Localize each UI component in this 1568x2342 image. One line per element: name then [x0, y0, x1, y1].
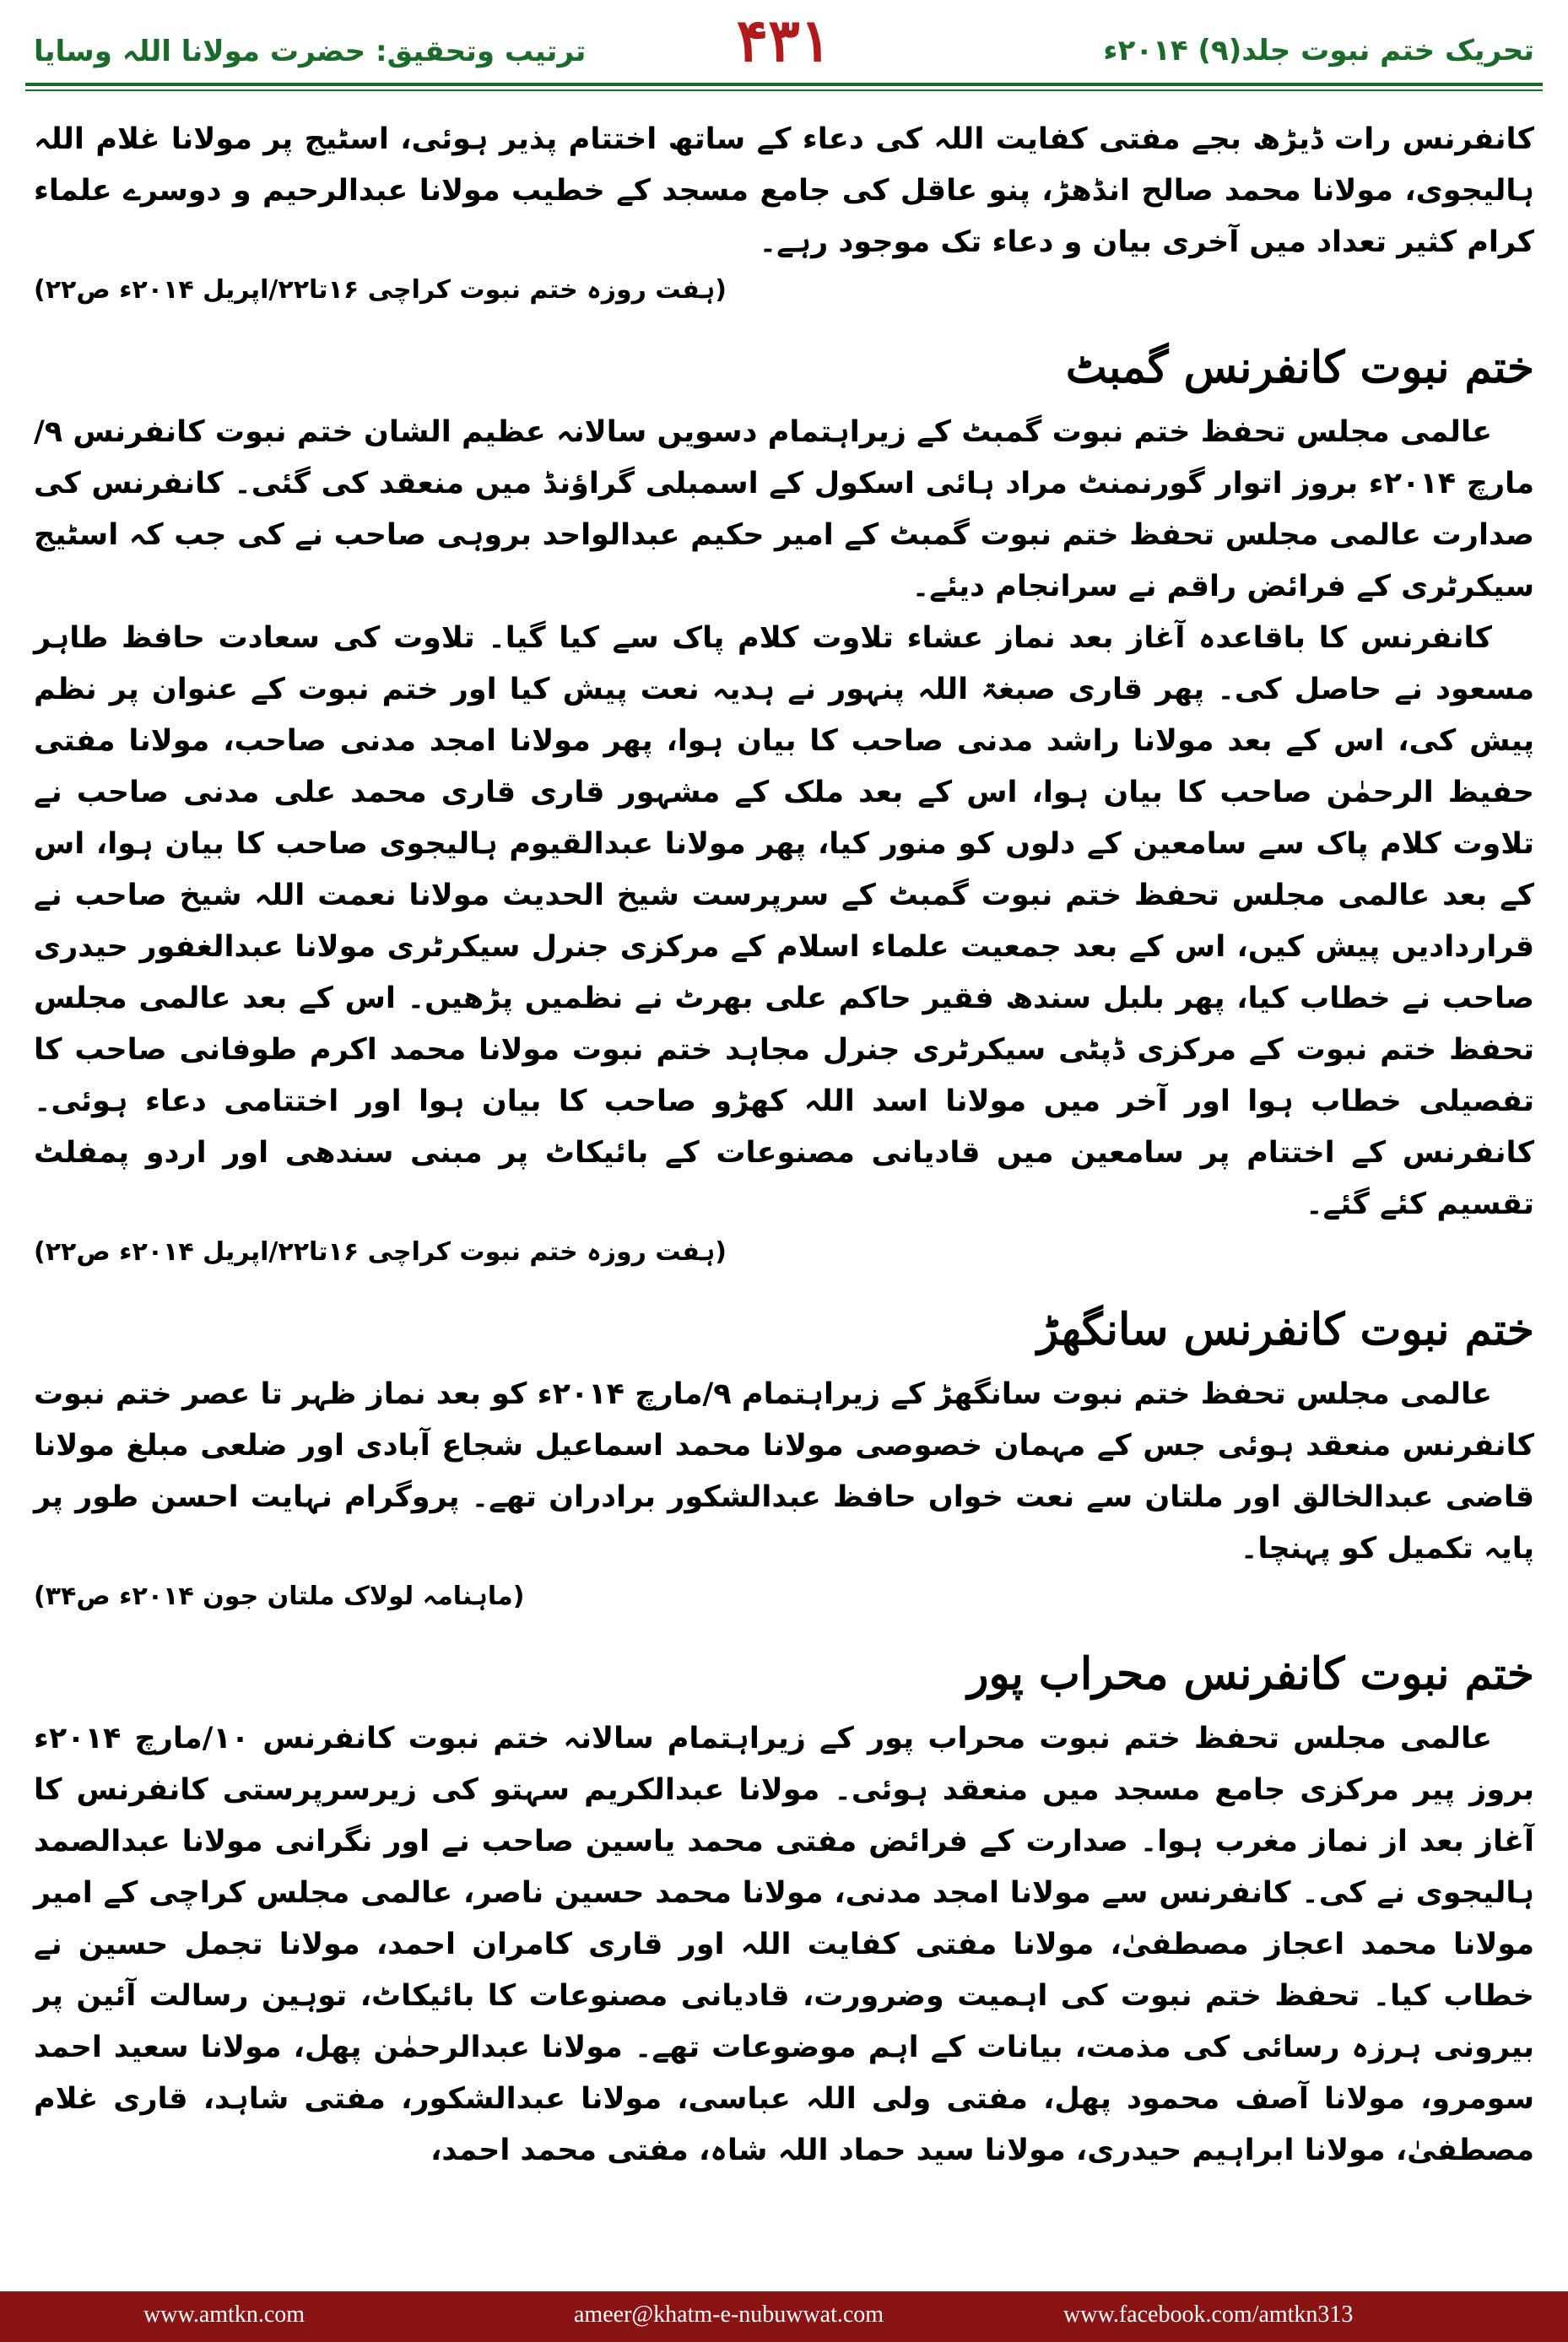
book-title: تحریک ختم نبوت جلد(۹) ۲۰۱۴ء — [1103, 34, 1534, 68]
paragraph: عالمی مجلس تحفظ ختم نبوت سانگھڑ کے زیراہتمام ۹/مارچ ۲۰۱۴ء کو بعد نماز ظہر تا عصر ختم نبوت کانفرنس منعقد ہوئی جس کے مہمان خصوصی مولانا محمد اسماعیل شجاع آبادی اور ضلعی مبلغ مولانا قاضی عبدالخالق اور ملتان سے نعت خواں حافظ عبدالشکور برادران تھے۔ پروگرام نہایت احسن طور پر پایہ تکمیل کو پہنچا۔ — [34, 1377, 1534, 1566]
header-divider-thin — [25, 89, 1543, 91]
page-body — [34, 114, 1534, 2177]
citation: (ماہنامہ لولاک ملتان جون ۲۰۱۴ء ص۳۴) — [34, 1582, 525, 1611]
paragraph: کانفرنس کا باقاعدہ آغاز بعد نماز عشاء تلاوت کلام پاک سے کیا گیا۔ تلاوت کی سعادت حافظ طاہر مسعود نے حاصل کی۔ پھر قاری صبغۃ اللہ پنہور نے ہدیہ نعت پیش کیا اور ختم نبوت کے عنوان پر نظم پیش کی، اس کے بعد مولانا راشد مدنی صاحب کا بیان ہوا، پھر مولانا امجد مدنی صاحب، مولانا مفتی حفیظ الرحمٰن صاحب کا بیان ہوا، اس کے بعد ملک کے مشہور قاری قاری محمد علی مدنی صاحب نے تلاوت کلام پاک سے سامعین کے دلوں کو منور کیا، پھر مولانا عبدالقیوم ہالیجوی صاحب کا بیان ہوا، اس کے بعد عالمی مجلس تحفظ ختم نبوت گمبٹ کے سرپرست شیخ الحدیث مولانا نعمت اللہ شیخ صاحب نے قراردادیں پیش کیں، اس کے بعد جمعیت علماء اسلام کے مرکزی جنرل سیکرٹری مولانا عبدالغفور حیدری صاحب نے خطاب کیا، پھر بلبل سندھ فقیر حاکم علی بھرٹ نے نظمیں پڑھیں۔ اس کے بعد عالمی مجلس تحفظ ختم نبوت کے مرکزی ڈپٹی سیکرٹری جنرل مجاہد ختم نبوت مولانا محمد اکرم طوفانی صاحب کا تفصیلی خطاب ہوا اور آخر میں مولانا اسد اللہ کھڑو صاحب کا بیان ہوا اور اختتامی دعاء ہوئی۔ کانفرنس کے اختتام پر سامعین میں قادیانی مصنوعات کے بائیکاٹ پر مبنی سندھی اور اردو پمفلٹ تقسیم کئے گئے۔ — [34, 621, 1534, 1221]
page-header — [0, 0, 1568, 88]
website-link[interactable]: www.amtkn.com — [143, 2301, 305, 2328]
page-footer — [0, 2291, 1568, 2342]
page-number: ۴۳۱ — [736, 5, 832, 75]
section-heading: ختم نبوت کانفرنس سانگھڑ — [1037, 1304, 1534, 1355]
email-link[interactable]: ameer@khatm-e-nubuwwat.com — [574, 2301, 884, 2328]
citation: (ہفت روزہ ختم نبوت کراچی ۱۶تا۲۲/اپریل ۲۰۱۴ء ص۲۲) — [34, 275, 727, 305]
paragraph: عالمی مجلس تحفظ ختم نبوت گمبٹ کے زیراہتمام دسویں سالانہ عظیم الشان ختم نبوت کانفرنس ۹/مارچ ۲۰۱۴ء بروز اتوار گورنمنٹ مراد ہائی اسکول کے اسمبلی گراؤنڈ میں منعقد کی گئی۔ کانفرنس کی صدارت عالمی مجلس تحفظ ختم نبوت گمبٹ کے امیر حکیم عبدالواحد بروہی صاحب نے کی جب کہ اسٹیج سیکرٹری کے فرائض راقم نے سرانجام دیئے۔ — [34, 415, 1534, 603]
paragraph: کانفرنس رات ڈیڑھ بجے مفتی کفایت اللہ کی دعاء کے ساتھ اختتام پذیر ہوئی، اسٹیج پر مولانا غلام اللہ ہالیجوی، مولانا محمد صالح انڈھڑ، پنو عاقل کی جامع مسجد کے خطیب مولانا عبدالرحیم و دوسرے علماء کرام کثیر تعداد میں آخری بیان و دعاء تک موجود رہے۔ — [34, 122, 1534, 259]
facebook-link[interactable]: www.facebook.com/amtkn313 — [1063, 2301, 1354, 2328]
section-heading: ختم نبوت کانفرنس گمبٹ — [1065, 342, 1534, 393]
header-divider — [25, 83, 1543, 86]
compiler-credit: ترتیب وتحقیق: حضرت مولانا اللہ وسایا — [34, 35, 587, 68]
citation: (ہفت روزہ ختم نبوت کراچی ۱۶تا۲۲/اپریل ۲۰۱۴ء ص۲۲) — [34, 1237, 727, 1267]
paragraph: عالمی مجلس تحفظ ختم نبوت محراب پور کے زیراہتمام سالانہ ختم نبوت کانفرنس ۱۰/مارچ ۲۰۱۴ء بروز پیر مرکزی جامع مسجد میں منعقد ہوئی۔ مولانا عبدالکریم سہتو کی زیرسرپرستی کانفرنس کا آغاز بعد از نماز مغرب ہوا۔ صدارت کے فرائض مفتی محمد یاسین صاحب نے اور نگرانی مولانا عبدالصمد ہالیجوی نے کی۔ کانفرنس سے مولانا امجد مدنی، مولانا محمد حسین ناصر، عالمی مجلس کراچی کے امیر مولانا محمد اعجاز مصطفیٰ، مولانا مفتی کفایت اللہ اور قاری کامران احمد، مولانا تجمل حسین نے خطاب کیا۔ تحفظ ختم نبوت کی اہمیت وضرورت، قادیانی مصنوعات کا بائیکاٹ، توہین رسالت آئین پر بیرونی ہرزہ رسائی کی مذمت، بیانات کے اہم موضوعات تھے۔ مولانا عبدالرحمٰن پھل، مولانا سعید احمد سومرو، مولانا آصف محمود پھل، مفتی ولی اللہ عباسی، مولانا عبدالشکور، مفتی شاہد، قاری غلام مصطفیٰ، مولانا ابراہیم حیدری، مولانا سید حماد اللہ شاہ، مفتی محمد احمد، — [34, 1722, 1534, 2167]
section-heading: ختم نبوت کانفرنس محراب پور — [967, 1648, 1534, 1700]
